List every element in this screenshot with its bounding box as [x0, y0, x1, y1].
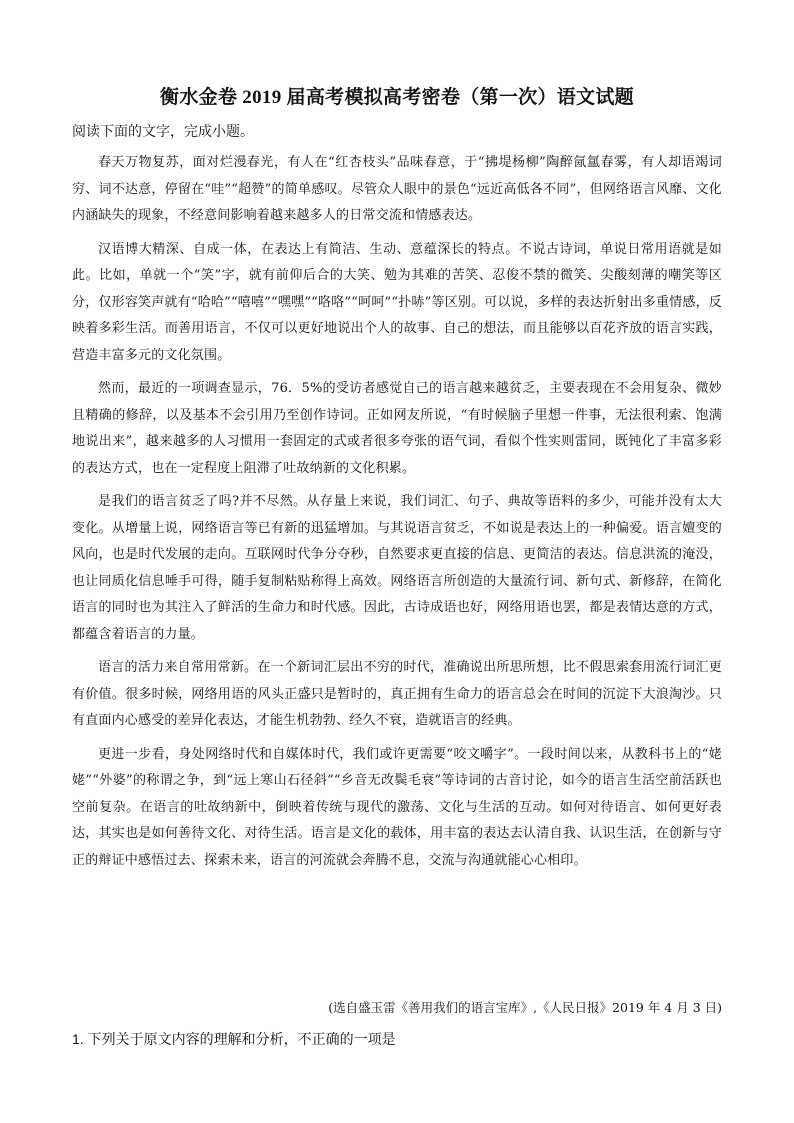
passage-paragraph-4: 是我们的语言贫乏了吗?并不尽然。从存量上来说，我们词汇、句子、典故等语料的多少，可能并没有太大变化。从增量上说，网络语言等已有新的迅猛增加。与其说语言贫乏，不如说是表达上的一种偏爱。语言嬗变的风向，也是时代发展的走向。互联网时代争分夺秒，自然要求更直接的信息、更简洁的表达。信息洪流的淹没，也让同质化信息唾手可得，随手复制粘贴称得上高效。网络语言所创造的大量流行词、新句式、新修辞，在简化语言的同时也为其注入了鲜活的生命力和时代感。因此，古诗成语也好，网络用语也罢，都是表情达意的方式，都蕴含着语言的力量。	[72, 494, 722, 642]
passage-paragraph-2: 汉语博大精深、自成一体，在表达上有简洁、生动、意蕴深长的特点。不说古诗词，单说日常用语就是如此。比如，单就一个“笑”字，就有前仰后合的大笑、勉为其难的苦笑、忍俊不禁的微笑、尖酸刻薄的嘲笑等区分，仅形容笑声就有“哈哈”“嘻嘻”“嘿嘿”“咯咯”“呵呵”“扑哧”等区别。可以说，多样的表达折射出多重情感，反映着多彩生活。而善用语言，不仅可以更好地说出个人的故事、自己的想法，而且能够以百花齐放的语言实践，营造丰富多元的文化氛围。	[72, 241, 722, 363]
passage-paragraph-3: 然而，最近的一项调查显示，76．5%的受访者感觉自己的语言越来越贫乏，主要表现在不会用复杂、微妙且精确的修辞，以及基本不会引用乃至创作诗词。正如网友所说，“有时候脑子里想一件事，无法很利索、饱满地说出来”，越来越多的人习惯用一套固定的式或者很多夸张的语气词，看似个性实则雷同，既钝化了丰富多彩的表达方式，也在一定程度上阻滞了吐故纳新的文化积累。	[72, 381, 722, 476]
passage-paragraph-5: 语言的活力来自常用常新。在一个新词汇层出不穷的时代，准确说出所思所想，比不假思索套用流行词汇更有价值。很多时候，网络用语的风头正盛只是暂时的，真正拥有生命力的语言总会在时间的沉淀下大浪淘沙。只有直面内心感受的差异化表达，才能生机勃勃、经久不衰，造就语言的经典。	[72, 660, 722, 728]
reading-instruction: 阅读下面的文字，完成小题。	[72, 123, 254, 139]
question-1-stem: 1. 下列关于原文内容的理解和分析，不正确的一项是	[72, 1031, 396, 1047]
passage-source: (选自盛玉雷《善用我们的语言宝库》,《人民日报》2019 年 4 月 3 日)	[328, 1000, 722, 1015]
reading-passage	[72, 150, 722, 881]
passage-paragraph-6: 更进一步看，身处网络时代和自媒体时代，我们或许更需要“咬文嚼字”。一段时间以来，从教科书上的“姥姥”“外婆”的称谓之争，到“远上寒山石径斜”“乡音无改鬓毛衰”等诗词的古音讨论，如今的语言生活空前活跃也空前复杂。在语言的吐故纳新中，倒映着传统与现代的激荡、文化与生活的互动。如何对待语言、如何更好表达，其实也是如何善待文化、对待生活。语言是文化的载体，用丰富的表达去认清自我、认识生活，在创新与守正的辩证中感悟过去、探索未来，语言的河流就会奔腾不息，交流与沟通就能心心相印。	[72, 746, 722, 868]
passage-paragraph-1: 春天万物复苏，面对烂漫春光，有人在“红杏枝头”品味春意，于“拂堤杨柳”陶醉氤氲春雾，有人却语竭词穷、词不达意，停留在“哇”“超赞”的简单感叹。尽管众人眼中的景色“远近高低各不同”，但网络语言风靡、文化内涵缺失的现象，不经意间影响着越来越多人的日常交流和情感表达。	[72, 155, 722, 223]
exam-title: 衡水金卷 2019 届高考模拟高考密卷（第一次）语文试题	[160, 87, 634, 108]
